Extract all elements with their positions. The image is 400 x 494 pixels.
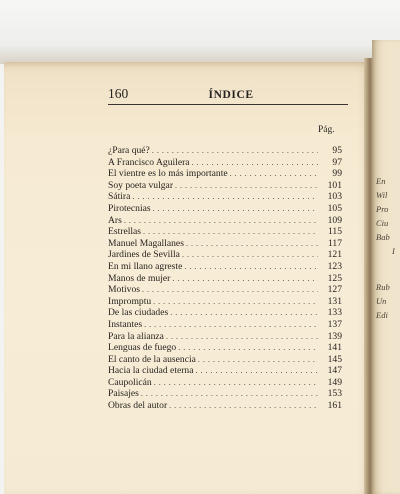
toc-entry (108, 307, 342, 319)
header-rule (108, 104, 348, 105)
toc-entry-title: El canto de la ausencia (108, 353, 196, 365)
toc-entry (108, 354, 342, 366)
toc-entry-title: Hacia la ciudad eterna (108, 365, 194, 377)
toc-entry-title: De las ciudades (108, 307, 169, 319)
toc-entry-page: 161 (327, 400, 342, 412)
toc-entry-title: Caupolicán (108, 376, 152, 388)
toc-entry-page: 145 (327, 353, 342, 365)
toc-entry-title: Ars (108, 214, 122, 226)
toc-entry (108, 296, 342, 308)
toc-entry (108, 249, 342, 261)
toc-entry-title: Impromptu (108, 295, 152, 307)
toc-entry (108, 168, 342, 180)
toc-entry-page: 125 (327, 272, 342, 284)
facing-page-fragment: Wil (376, 190, 388, 200)
facing-page-fragment: Bab (376, 232, 390, 242)
toc-leader-dots (143, 226, 318, 238)
toc-entry-page: 103 (327, 191, 342, 203)
toc-entry-page: 141 (327, 342, 342, 354)
toc-leader-dots (142, 284, 318, 296)
facing-page-fragment: I (392, 246, 395, 256)
toc-leader-dots (192, 157, 318, 169)
book-gutter (364, 58, 374, 494)
toc-entry-page: 99 (332, 168, 342, 180)
toc-entry (108, 365, 342, 377)
page-number: 160 (108, 86, 129, 101)
toc-entry (108, 191, 342, 203)
toc-entry (108, 215, 342, 227)
toc-leader-dots (153, 296, 318, 308)
page-title: ÍNDICE (208, 89, 254, 101)
toc-entry (108, 238, 342, 250)
toc-entry-title: Paisajes (108, 388, 139, 400)
toc-entry-page: 105 (327, 202, 342, 214)
toc-leader-dots (230, 168, 318, 180)
toc-entry (108, 377, 342, 389)
toc-leader-dots (182, 249, 318, 261)
toc-entry (108, 319, 342, 331)
toc-entry-page: 117 (327, 237, 342, 249)
toc-entry (108, 226, 342, 238)
toc-entry-page: 97 (332, 156, 342, 168)
toc-entry-title: ¿Para qué? (108, 145, 150, 156)
toc-leader-dots (152, 145, 318, 157)
toc-entry-page: 115 (327, 226, 342, 238)
toc-leader-dots (153, 203, 318, 215)
toc-entry-title: Manuel Magallanes (108, 237, 184, 249)
facing-page-fragment: Rub (376, 282, 390, 292)
toc-entry-title: Pirotecnias (108, 202, 151, 214)
toc-leader-dots (166, 331, 318, 343)
toc-entry (108, 273, 342, 285)
toc-entry-title: Instantes (108, 318, 143, 330)
toc-entry (108, 342, 342, 354)
toc-leader-dots (178, 342, 318, 354)
toc-leader-dots (154, 377, 318, 389)
toc-entry-title: Lenguas de fuego (108, 342, 177, 354)
toc-entry-page: 139 (327, 330, 342, 342)
toc-entry (108, 331, 342, 343)
facing-page-fragment: En (376, 176, 386, 186)
toc-entry (108, 180, 342, 192)
toc-entry-title: Estrellas (108, 226, 142, 238)
toc-entry (108, 388, 342, 400)
toc-leader-dots (175, 180, 318, 192)
toc-entry-page: 121 (327, 249, 342, 261)
toc-leader-dots (196, 365, 319, 377)
toc-leader-dots (169, 400, 318, 412)
toc-entry (108, 400, 342, 412)
toc-entry-title: Motivos (108, 284, 140, 296)
toc-entry-page: 147 (327, 365, 342, 377)
toc-entry-title: Para la alianza (108, 330, 164, 342)
toc-leader-dots (141, 388, 318, 400)
facing-page-fragment: Ciu (376, 218, 389, 228)
background (0, 0, 400, 64)
toc-entry-page: 127 (327, 284, 342, 296)
toc-entry (108, 145, 342, 157)
toc-entry-title: A Francisco Aguilera (108, 156, 190, 168)
toc-entry-page: 101 (327, 179, 342, 191)
toc-entry-page: 137 (327, 318, 342, 330)
toc-entry-page: 123 (327, 260, 342, 272)
toc-entry-title: En mi llano agreste (108, 260, 183, 272)
toc-leader-dots (198, 354, 318, 366)
toc-entry-title: Jardines de Sevilla (108, 249, 180, 261)
toc-entry-title: Manos de mujer (108, 272, 171, 284)
toc-entry-page: 133 (327, 307, 342, 319)
table-of-contents (108, 145, 342, 412)
toc-entry (108, 157, 342, 169)
toc-entry-page: 95 (332, 145, 342, 156)
toc-leader-dots (184, 261, 318, 273)
toc-leader-dots (144, 319, 318, 331)
toc-entry-page: 131 (327, 295, 342, 307)
toc-leader-dots (172, 273, 318, 285)
toc-leader-dots (132, 191, 318, 203)
toc-entry-title: Obras del autor (108, 400, 168, 412)
facing-page (372, 40, 400, 494)
facing-page-fragment: Edi (376, 310, 388, 320)
toc-leader-dots (124, 215, 318, 227)
toc-entry (108, 284, 342, 296)
toc-entry-title: El vientre es lo más importante (108, 168, 228, 180)
toc-entry-title: Soy poeta vulgar (108, 179, 174, 191)
toc-entry (108, 261, 342, 273)
toc-entry-page: 153 (327, 388, 342, 400)
facing-page-fragment: Un (376, 296, 387, 306)
toc-entry (108, 203, 342, 215)
running-header (108, 86, 354, 102)
toc-leader-dots (170, 307, 318, 319)
toc-leader-dots (186, 238, 318, 250)
page-column-label: Pág. (318, 125, 335, 135)
toc-entry-page: 109 (327, 214, 342, 226)
facing-page-fragment: Pro (376, 204, 389, 214)
toc-entry-title: Sátira (108, 191, 131, 203)
toc-entry-page: 149 (327, 376, 342, 388)
